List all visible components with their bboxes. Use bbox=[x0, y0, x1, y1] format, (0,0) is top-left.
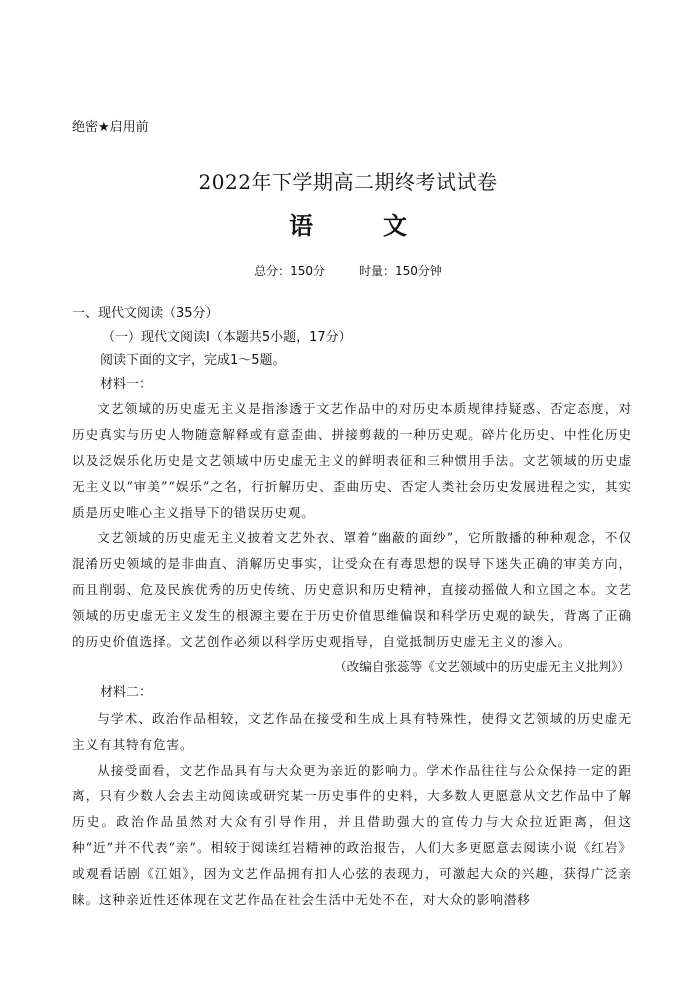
material-1-label: 材料一： bbox=[100, 376, 153, 392]
material-2-paragraph-1: 与学术、政治作品相较，文艺作品在接受和生成上具有特殊性，使得文艺领域的历史虚无主义有其特有危害。 bbox=[72, 710, 632, 752]
exam-meta bbox=[0, 262, 696, 279]
material-2-paragraph-2: 从接受面看，文艺作品具有与大众更为亲近的影响力。学术作品往往与公众保持一定的距离，只有少数人会去主动阅读或研究某一历史事件的史料，大多数人更愿意从文艺作品中了解历史。政治作品虽然对大众有引导作用，并且借助强大的宣传力与大众拉近距离，但这种“近”并不代表“亲”。相较于阅读红岩精神的政治报告，人们大多更愿意去阅读小说《红岩》或观看话剧《江姐》，因为文艺作品拥有扣人心弦的表现力，可激起大众的兴趣，获得广泛亲睐。这种亲近性还体现在文艺作品在社会生活中无处不在，对大众的影响潜移 bbox=[72, 762, 632, 907]
section-heading: 一、现代文阅读（35分） bbox=[72, 306, 219, 321]
material-2-label: 材料二： bbox=[100, 685, 153, 701]
exam-title: 2022年下学期高二期终考试试卷 bbox=[198, 170, 498, 194]
material-1-paragraph-1: 文艺领域的历史虚无主义是指渗透于文艺作品中的对历史本质规律持疑惑、否定态度，对历史真实与历史人物随意解释或有意歪曲、拼接剪裁的一种历史观。碎片化历史、中性化历史以及泛娱乐化历史是文艺领域中历史虚无主义的鲜明表征和三种惯用手法。文艺领域的历史虚无主义以“审美”“娱乐”之名，行折解历史、歪曲历史、否定人类社会历史发展进程之实，其实质是历史唯心主义指导下的错误历史观。 bbox=[72, 401, 632, 520]
material-1-paragraph-2: 文艺领域的历史虚无主义披着文艺外衣、罩着“幽蔽的面纱”，它所散播的种种观念，不仅混淆历史领域的是非曲直、消解历史事实，让受众在有毒思想的误导下迷失正确的审美方向，而且削弱、危及民族优秀的历史传统、历史意识和历史精神，直接动摇做人和立国之本。文艺领域的历史虚无主义发生的根源主要在于历史价值思维偏误和科学历史观的缺失，背离了正确的历史价值选择。文艺创作必须以科学历史观指导，自觉抵制历史虚无主义的渗入。 bbox=[72, 530, 632, 649]
confidential-label: 绝密★启用前 bbox=[72, 120, 149, 135]
time-limit: 时量：150分钟 bbox=[359, 264, 442, 278]
exam-body bbox=[72, 302, 632, 912]
subject-char-2: 文 bbox=[383, 211, 407, 240]
subject-char-1: 语 bbox=[289, 211, 313, 240]
material-1-source: （改编自张蕊等《文艺领域中的历史虚无主义批判》） bbox=[334, 659, 630, 675]
reading-instruction: 阅读下面的文字，完成1～5题。 bbox=[100, 353, 286, 369]
section-subheading: （一）现代文阅读Ⅰ（本题共5小题，17分） bbox=[102, 329, 352, 345]
subject-title bbox=[0, 206, 696, 241]
total-score: 总分：150分 bbox=[254, 264, 325, 278]
